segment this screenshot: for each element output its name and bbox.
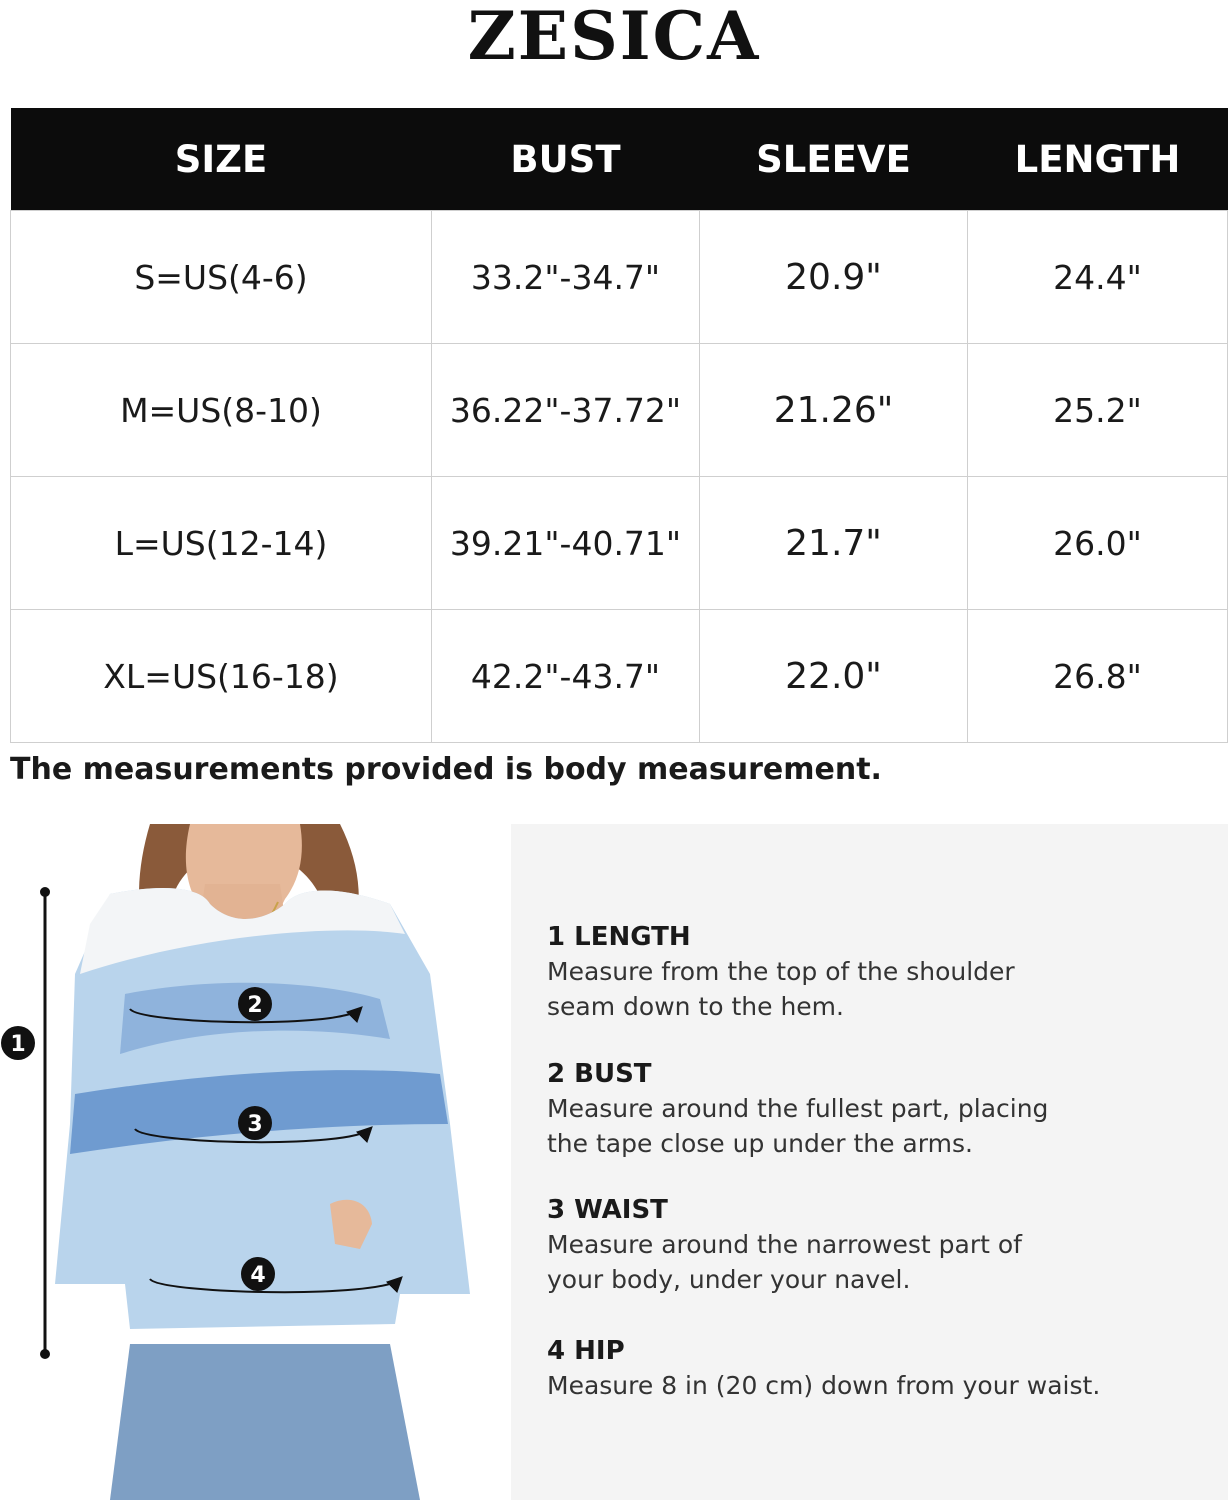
guide-desc-line: Measure around the fullest part, placing — [547, 1094, 1049, 1123]
bust-cell: 36.22"-37.72" — [432, 344, 700, 477]
size-cell: M=US(8-10) — [11, 344, 432, 477]
length-cell: 24.4" — [968, 211, 1228, 344]
size-cell: XL=US(16-18) — [11, 610, 432, 743]
size-chart-table — [10, 108, 1228, 743]
length-cell: 26.8" — [968, 610, 1228, 743]
bust-cell: 33.2"-34.7" — [432, 211, 700, 344]
measurement-note: The measurements provided is body measurement. — [10, 752, 882, 787]
guide-item-waist — [547, 1193, 1207, 1297]
guide-desc-line: Measure 8 in (20 cm) down from your waist. — [547, 1371, 1101, 1400]
sweater-illustration — [0, 824, 512, 1500]
table-row — [11, 610, 1228, 743]
guide-item-length — [547, 920, 1207, 1024]
marker-3: 3 — [247, 1112, 263, 1137]
size-cell: S=US(4-6) — [11, 211, 432, 344]
header-bust: BUST — [432, 108, 700, 211]
header-size: SIZE — [11, 108, 432, 211]
marker-2: 2 — [247, 993, 263, 1018]
guide-desc-line: the tape close up under the arms. — [547, 1129, 973, 1158]
table-row — [11, 477, 1228, 610]
length-cell: 25.2" — [968, 344, 1228, 477]
guide-desc-line: your body, under your navel. — [547, 1265, 911, 1294]
header-sleeve: SLEEVE — [700, 108, 968, 211]
measurement-guide — [511, 824, 1228, 1500]
bust-cell: 42.2"-43.7" — [432, 610, 700, 743]
table-row — [11, 344, 1228, 477]
guide-desc-line: Measure around the narrowest part of — [547, 1230, 1022, 1259]
table-header-row — [11, 108, 1228, 211]
sleeve-cell: 22.0" — [700, 610, 968, 743]
length-line-top-dot — [40, 887, 50, 897]
header-length: LENGTH — [968, 108, 1228, 211]
length-cell: 26.0" — [968, 477, 1228, 610]
jeans-shape — [110, 1344, 420, 1500]
marker-1: 1 — [10, 1032, 26, 1057]
size-cell: L=US(12-14) — [11, 477, 432, 610]
guide-item-bust — [547, 1057, 1207, 1161]
marker-4: 4 — [250, 1263, 266, 1288]
guide-title: 4 HIP — [547, 1336, 625, 1366]
guide-title: 2 BUST — [547, 1059, 652, 1089]
guide-title: 1 LENGTH — [547, 922, 691, 952]
guide-desc-line: Measure from the top of the shoulder — [547, 957, 1015, 986]
model-photo — [0, 824, 512, 1500]
guide-item-hip — [547, 1334, 1207, 1403]
guide-title: 3 WAIST — [547, 1195, 668, 1225]
bust-cell: 39.21"-40.71" — [432, 477, 700, 610]
sleeve-cell: 20.9" — [700, 211, 968, 344]
guide-desc-line: seam down to the hem. — [547, 992, 844, 1021]
sleeve-cell: 21.7" — [700, 477, 968, 610]
sleeve-cell: 21.26" — [700, 344, 968, 477]
table-row — [11, 211, 1228, 344]
brand-logo: ZESICA — [467, 0, 761, 75]
length-line-bottom-dot — [40, 1349, 50, 1359]
